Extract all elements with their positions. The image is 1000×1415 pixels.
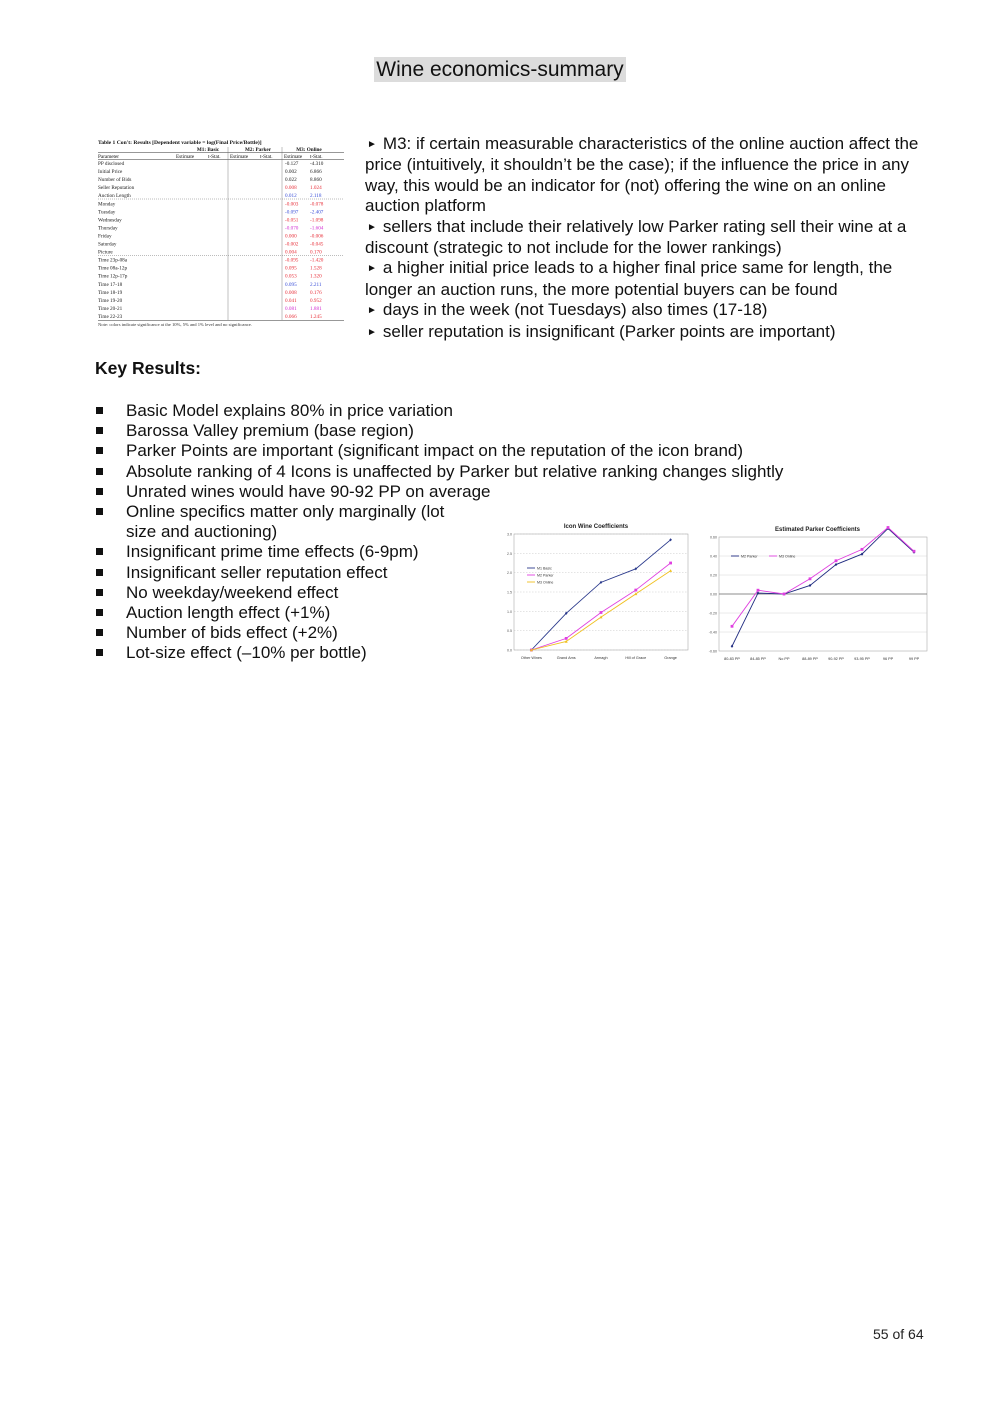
data-point [783,593,786,596]
table-row [98,161,324,167]
table-cell-estimate: 0.008 [285,289,297,296]
y-tick-label: 1.5 [507,590,512,595]
list-item: Insignificant prime time effects (6-9pm) [95,542,495,562]
x-tick-label: Armagh [594,656,608,660]
triangle-bullet-icon: ► [367,326,377,338]
table-cell-param: Time 22-23 [98,313,123,320]
table-row [98,225,324,231]
y-tick-label: -0.60 [708,649,717,654]
table-row [98,169,322,175]
table-cell-tstat: 8.860 [310,177,322,184]
bullet-item: ► a higher initial price leads to a higher final price same for length, the longer an auction runs, the more potential buyers can be found [365,258,893,299]
table-cell-estimate: -0.095 [285,257,299,264]
y-tick-label: 0.00 [710,592,717,597]
triangle-bullet-icon: ► [367,305,377,317]
legend-label: M3 Online [537,580,554,585]
table-row [98,185,322,191]
list-item: Absolute ranking of 4 Icons is unaffected by Parker but relative ranking changes slightly [95,462,495,482]
table-cell-param: Time 19-20 [98,297,123,304]
y-tick-label: 1.0 [507,609,512,614]
table-cell-param: Wednesday [98,217,122,224]
table-column-header: t-Stat. [310,154,323,160]
x-tick-label: 93-95 PP [854,657,870,661]
table-cell-estimate: 0.095 [285,265,297,272]
y-tick-label: -0.40 [708,630,717,635]
y-tick-label: 0.20 [710,573,717,578]
table-row [98,201,324,207]
list-item: Number of bids effect (+2%) [95,623,495,643]
data-point [887,526,890,529]
parker-coefficients-chart-svg [705,523,930,663]
list-item: Basic Model explains 80% in price variation [95,401,495,421]
table-row [98,217,324,223]
data-point [634,589,637,592]
x-tick-label: 90-92 PP [828,657,844,661]
table-column-header: t-Stat. [208,154,221,160]
table-column-header: t-Stat. [260,154,273,160]
bullet-item: ► seller reputation is insignificant (Parker points are important) [367,321,836,341]
table-caption: Table 1 Con't: Results [Dependent variable = log(Final Price/Bottle)] [98,140,262,146]
legend-label: M2 Parker [741,554,758,559]
table-column-header: Parameter [98,154,120,160]
table-cell-estimate: -0.003 [285,201,299,208]
table-cell-estimate: -0.051 [285,217,299,224]
x-tick-label: 88-89 PP [802,657,818,661]
list-item: Online specifics matter only marginally (lot size and auctioning) [95,502,476,542]
table-cell-param: Time 08a-12p [98,265,128,272]
table-cell-tstat: 0.952 [310,297,322,304]
table-cell-param: PP disclosed [98,161,125,167]
triangle-bullet-icon: ► [367,139,377,150]
x-tick-label: Grange [664,656,677,660]
table-row [98,176,322,183]
y-tick-label: 0.0 [507,648,512,653]
x-tick-label: 80-83 PP [724,657,740,661]
list-item: Parker Points are important (significant impact on the reputation of the icon brand) [95,441,495,461]
table-cell-tstat: -4.310 [310,161,324,167]
triangle-bullet-icon: ► [367,221,377,233]
table-cell-tstat: 0.170 [310,249,322,256]
y-tick-label: 2.0 [507,571,512,576]
triangle-bullet-icon: ► [367,263,377,275]
table-row [98,298,322,304]
bullet-item: ► M3: if certain measurable characteristics of the online auction affect the price (intuitively, it shouldn’t be the case); if the influence the price in any way, this would be an indicator for (not) offering the wine on an online auction platform [365,134,919,216]
table-cell-param: Time 20-21 [98,305,123,312]
table-cell-param: Auction Length [98,193,131,200]
table-cell-estimate: -0.097 [285,209,299,216]
data-point [809,577,812,580]
table-cell-estimate: -0.002 [285,241,299,248]
x-tick-label: Other Wines [520,656,542,660]
table-cell-tstat: 2.211 [310,281,322,288]
table-row [98,266,322,272]
parker-coefficients-chart [705,523,930,663]
page-title: Wine economics-summary [376,58,624,81]
y-tick-label: 3.0 [507,532,512,537]
table-cell-tstat: 1.528 [310,265,322,272]
table-row [98,193,322,199]
key-results-heading: Key Results: [95,358,202,378]
table-cell-tstat: -0.045 [310,241,324,248]
table-cell-tstat: 0.176 [310,289,322,296]
y-tick-label: 0.5 [507,629,512,634]
x-tick-label: 84-85 PP [750,657,766,661]
table-cell-tstat: 1.024 [310,185,322,192]
table-cell-estimate: 0.053 [285,273,297,280]
data-point [913,550,916,553]
table-row [98,242,324,248]
data-point [731,625,734,628]
table-cell-param: Time 17-18 [98,281,123,288]
table-row [98,233,324,239]
y-tick-label: 0.60 [710,535,717,540]
bullet-item: ► sellers that include their relatively low Parker rating sell their wine at a discount (strategic to not include for the lower rankings) [365,216,907,258]
list-item: Auction length effect (+1%) [95,603,495,623]
data-point [669,562,672,565]
data-point [861,548,864,551]
table-cell-tstat: -0.006 [310,233,324,240]
table-column-header: Estimate [230,154,249,160]
table-cell-param: Time 12p-17p [98,273,128,280]
table-cell-param: Time 23p-08a [98,257,128,264]
table-cell-param: Seller Reputation [98,185,135,192]
table-cell-estimate: 0.095 [285,281,297,288]
table-cell-tstat: -2.407 [310,209,324,216]
x-tick-label: Hill of Grace [625,656,647,660]
page-title-wrap [0,58,1000,82]
y-tick-label: 2.5 [507,551,512,556]
table-cell-tstat: 6.866 [310,169,322,176]
x-tick-label: No PP [778,657,790,661]
list-item: Lot-size effect (–10% per bottle) [95,643,495,663]
data-point [600,611,603,614]
table-cell-estimate: 0.066 [285,313,297,320]
table-cell-estimate: 0.004 [285,249,297,256]
table-cell-param: Time 18-19 [98,289,123,296]
table-cell-estimate: -0.070 [285,225,299,232]
table-model-header: M1: Basic [196,147,220,153]
table-cell-tstat: -1.420 [310,257,324,264]
table-cell-estimate: -0.127 [285,161,299,167]
table-cell-tstat: 2.118 [310,193,322,200]
table-cell-estimate: 0.000 [285,233,297,240]
table-cell-param: Thursday [98,225,118,232]
list-item: Unrated wines would have 90-92 PP on average [95,482,495,502]
table-cell-estimate: 0.002 [285,169,297,176]
x-tick-label: Grand Ams [556,656,576,660]
table-row [98,274,322,280]
table-cell-param: Monday [98,201,116,208]
results-table-figure [96,138,346,330]
list-item: Insignificant seller reputation effect [95,563,495,583]
y-tick-label: 0.40 [710,554,717,559]
table-cell-tstat: 1.245 [310,313,322,320]
table-cell-param: Initial Price [98,169,123,176]
table-row [98,306,322,312]
table-row [98,314,322,320]
table-cell-estimate: 0.008 [285,185,297,192]
icon-wine-chart-svg [500,520,692,662]
table-cell-estimate: 0.081 [285,305,297,312]
table-cell-tstat: -0.078 [310,201,324,208]
table-cell-tstat: 1.320 [310,273,322,280]
table-cell-param: Tuesday [98,209,116,216]
table-cell-tstat: -1.098 [310,217,324,224]
table-row [98,250,322,256]
table-cell-tstat: -1.604 [310,225,324,232]
table-cell-estimate: 0.041 [285,297,297,304]
data-point [757,589,760,592]
legend-label: M1 Basic [537,566,552,571]
data-point [565,637,568,640]
data-point [835,559,838,562]
legend-label: M2 Parker [537,573,554,578]
table-model-header: M2: Parker [244,147,272,153]
list-item: No weekday/weekend effect [95,583,495,603]
table-row [98,290,322,296]
chart-title: Icon Wine Coefficients [563,524,629,530]
list-item: Barossa Valley premium (base region) [95,421,495,441]
chart-title: Estimated Parker Coefficients [774,527,861,533]
table-cell-param: Saturday [98,241,117,248]
table-cell-estimate: 0.012 [285,193,297,200]
table-row [98,282,322,288]
table-cell-param: Picture [98,249,113,256]
table-row [98,258,324,264]
table-column-header: Estimate [176,154,195,160]
table-model-header: M3: Online [296,147,322,153]
x-tick-label: 96 PP [882,657,894,661]
analysis-bullets [365,134,930,343]
table-note: Note: colors indicate significance at the 10%, 5% and 1% level and no significance. [98,322,252,327]
legend-label: M3 Online [779,554,796,559]
table-cell-param: Number of Bids [98,177,132,184]
table-cell-estimate: 0.022 [285,177,297,184]
x-tick-label: 99 PP [908,657,920,661]
icon-wine-chart [500,520,692,662]
bullet-item: ► days in the week (not Tuesdays) also times (17-18) [367,300,768,320]
results-table [96,138,346,330]
table-cell-param: Friday [98,233,112,240]
table-cell-tstat: 1.881 [310,305,322,312]
table-row [98,209,324,215]
table-column-header: Estimate [284,154,303,160]
y-tick-label: -0.20 [708,611,717,616]
page-number: 55 of 64 [873,1326,924,1342]
